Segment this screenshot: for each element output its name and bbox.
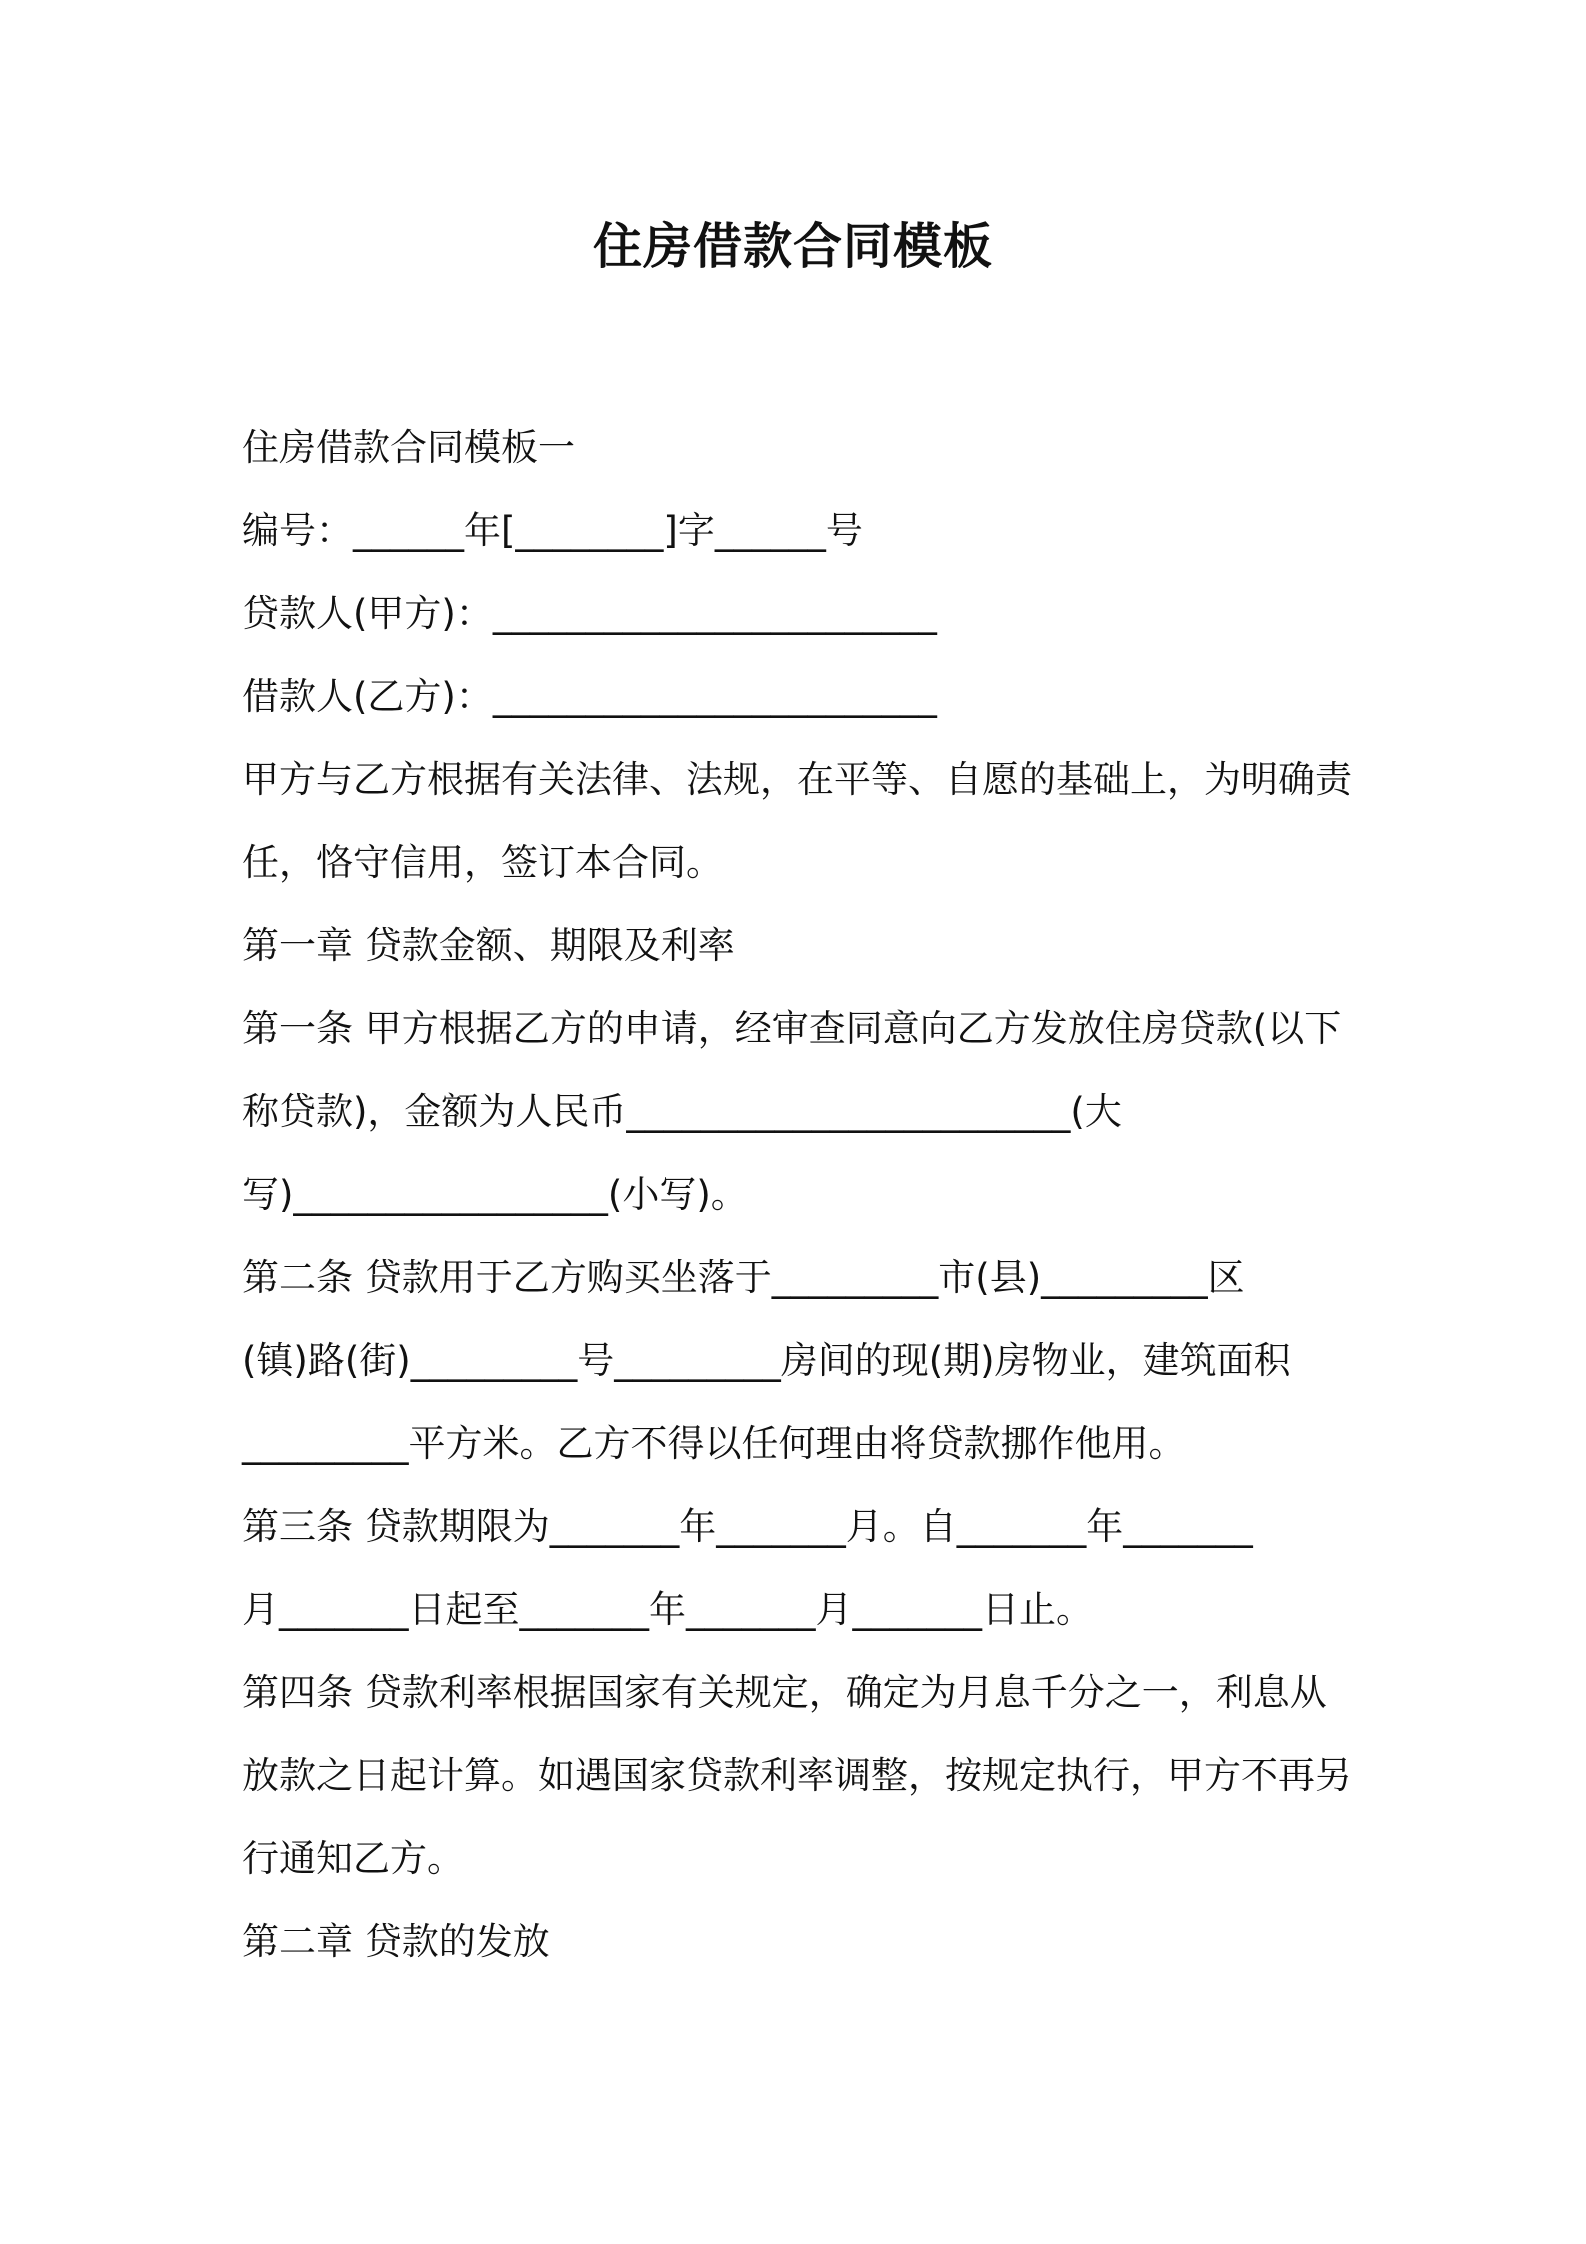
article-4-line-2: 放款之日起计算。如遇国家贷款利率调整，按规定执行，甲方不再另: [242, 1754, 1352, 1797]
borrower-line: 借款人(乙方)：________________________: [242, 675, 937, 718]
article-2-line-1: 第二条 贷款用于乙方购买坐落于_________市(县)_________区: [242, 1256, 1245, 1299]
article-1-line-1: 第一条 甲方根据乙方的申请，经审查同意向乙方发放住房贷款(以下: [242, 1007, 1342, 1050]
section-heading: 住房借款合同模板一: [242, 426, 575, 469]
article-2-line-3: _________平方米。乙方不得以任何理由将贷款挪作他用。: [242, 1422, 1186, 1465]
chapter-heading: 第一章 贷款金额、期限及利率: [242, 924, 735, 967]
document-title: 住房借款合同模板: [592, 218, 993, 275]
article-1-line-3: 写)_________________(小写)。: [242, 1173, 748, 1216]
lender-line: 贷款人(甲方)：________________________: [242, 592, 937, 635]
article-4-line-1: 第四条 贷款利率根据国家有关规定，确定为月息千分之一，利息从: [242, 1671, 1327, 1714]
preamble-line-2: 任，恪守信用，签订本合同。: [242, 841, 723, 884]
contract-number-line: 编号：______年[________]字______号: [242, 509, 863, 552]
article-3-line-1: 第三条 贷款期限为_______年_______月。自_______年_______: [242, 1505, 1253, 1548]
article-4-line-3: 行通知乙方。: [242, 1837, 464, 1880]
article-3-line-2: 月_______日起至_______年_______月_______日止。: [242, 1588, 1093, 1631]
chapter-heading: 第二章 贷款的发放: [242, 1920, 550, 1963]
document-body: [242, 406, 1362, 1983]
article-2-line-2: (镇)路(街)_________号_________房间的现(期)房物业，建筑面积: [242, 1339, 1291, 1382]
article-1-line-2: 称贷款)，金额为人民币________________________(大: [242, 1090, 1122, 1133]
preamble-line-1: 甲方与乙方根据有关法律、法规，在平等、自愿的基础上，为明确责: [242, 758, 1352, 801]
